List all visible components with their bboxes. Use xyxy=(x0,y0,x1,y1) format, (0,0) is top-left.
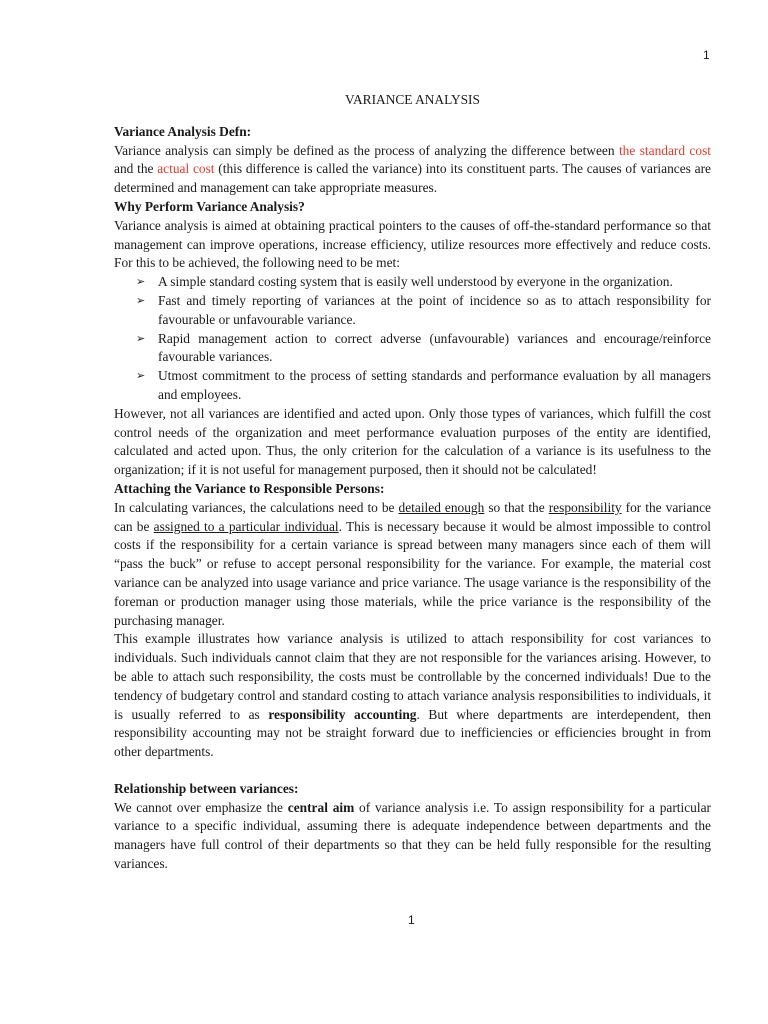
underline-responsibility: responsibility xyxy=(548,499,622,515)
list-item: ➢ A simple standard costing system that is easily well understood by everyone in the organization. xyxy=(136,273,711,292)
bold-central-aim: central aim xyxy=(287,799,355,815)
heading-definition: Variance Analysis Defn: xyxy=(114,123,252,139)
bold-responsibility-accounting: responsibility accounting xyxy=(268,706,417,722)
page-number-footer: 1 xyxy=(408,913,415,927)
heading-attaching-variance: Attaching the Variance to Responsible Persons: xyxy=(114,480,385,496)
heading-relationship: Relationship between variances: xyxy=(114,780,299,796)
document-body xyxy=(114,91,711,874)
highlight-standard-cost: the standard cost xyxy=(618,142,711,158)
page-number-header: 1 xyxy=(703,48,710,62)
paragraph-relationship: We cannot over emphasize the central aim of variance analysis i.e. To assign responsibility for a particular variance to a specific individual, assuming there is adequate independence between departments and the managers have full control of their departments so that they can be held fully responsible for the resulting variances. xyxy=(114,799,711,872)
paragraph-definition: Variance analysis can simply be defined as the process of analyzing the difference between the standard cost and the actual cost (this difference is called the variance) into its constituent parts. The causes of variances are determined and management can take appropriate measures. xyxy=(114,142,711,196)
heading-why-perform: Why Perform Variance Analysis? xyxy=(114,198,305,214)
arrow-bullet-icon: ➢ xyxy=(136,331,146,345)
arrow-bullet-icon: ➢ xyxy=(136,275,146,289)
list-item: ➢ Utmost commitment to the process of setting standards and performance evaluation by all managers and employees. xyxy=(136,368,711,402)
arrow-bullet-icon: ➢ xyxy=(136,293,146,307)
list-item: ➢ Rapid management action to correct adverse (unfavourable) variances and encourage/reinforce favourable variances. xyxy=(136,330,711,365)
list-item: ➢ Fast and timely reporting of variances at the point of incidence so as to attach responsibility for favourable or unfavourable variance. xyxy=(136,292,711,327)
underline-assigned-individual: assigned to a particular individual xyxy=(153,518,339,534)
section-spacer xyxy=(114,762,711,780)
highlight-actual-cost: actual cost xyxy=(157,161,215,177)
paragraph-attaching-2: This example illustrates how variance analysis is utilized to attach responsibility for cost variances to individuals. Such individuals cannot claim that they are not responsible for the variances arising. However, to be able to attach such responsibility, the costs must be controllable by the concerned individuals! Due to the tendency of budgetary control and standard costing to attach variance analysis responsibilities to individuals, it is usually referred to as responsibility accounting. But where departments are interdependent, then responsibility accounting may not be straight forward due to inefficiencies or efficiencies brought in from other departments. xyxy=(114,631,711,760)
requirements-list xyxy=(114,273,711,405)
paragraph-why-outro: However, not all variances are identified and acted upon. Only those types of variances, which fulfill the cost control needs of the organization and meet performance evaluation purposes of the entity are identified, calculated and acted upon. Thus, the only criterion for the calculation of a variance is its usefulness to the organization; if it is not useful for management purposed, then it should not be calculated! xyxy=(114,405,711,478)
paragraph-why-intro: Variance analysis is aimed at obtaining practical pointers to the causes of off-the-standard performance so that management can improve operations, increase efficiency, utilize resources more effectively and reduce costs. For this to be achieved, the following need to be met: xyxy=(114,217,711,271)
document-title: VARIANCE ANALYSIS xyxy=(345,92,480,107)
arrow-bullet-icon: ➢ xyxy=(136,369,146,383)
paragraph-attaching-1: In calculating variances, the calculations need to be detailed enough so that the responsibility for the variance can be assigned to a particular individual. This is necessary because it would be almost impossible to control costs if the responsibility for a certain variance is spread between many managers since each of them will “pass the buck” or refuse to accept personal responsibility for the variance. For example, the material cost variance can be analyzed into usage variance and price variance. The usage variance is the responsibility of the foreman or production manager using those materials, while the price variance is the responsibility of the purchasing manager. xyxy=(114,499,711,628)
underline-detailed-enough: detailed enough xyxy=(398,499,485,515)
